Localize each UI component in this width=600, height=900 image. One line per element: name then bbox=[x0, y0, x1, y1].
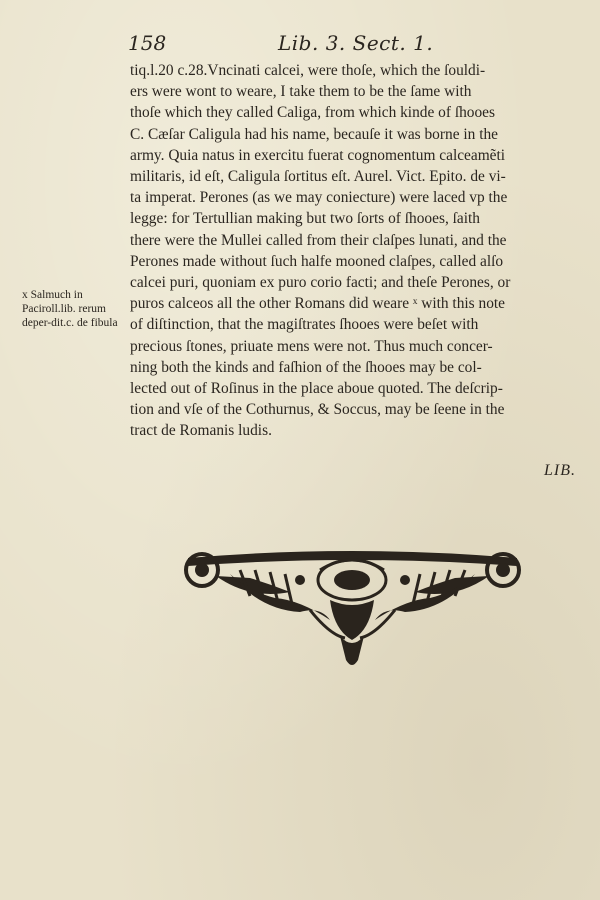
text-line: army. Quia natus in exercitu fuerat cognomentum calceamẽti bbox=[130, 146, 506, 164]
text-line: ers were wont to weare, I take them to be the ſame with bbox=[130, 83, 472, 101]
decorative-tailpiece-ornament bbox=[180, 540, 525, 675]
running-title: Lib. 3. Sect. 1. bbox=[278, 31, 434, 55]
text-line: militaris, id eſt, Caligula ſortitus eſt. Aurel. Vict. Epito. de vi- bbox=[130, 168, 506, 186]
text-line: calcei puri, quoniam ex puro corio facti; and theſe Perones, or bbox=[130, 274, 511, 292]
text-line: ning both the kinds and faſhion of the ſhooes may be col- bbox=[130, 358, 482, 376]
text-line: Perones made without ſuch halfe mooned claſpes, called alſo bbox=[130, 252, 504, 270]
text-line: ta imperat. Perones (as we may coniecture) were laced vp the bbox=[130, 189, 508, 207]
text-line: of diſtinction, that the magiſtrates ſhooes were beſet with bbox=[130, 316, 479, 334]
body-text bbox=[130, 60, 578, 442]
text-line: precious ſtones, priuate mens were not. Thus much concer- bbox=[130, 337, 493, 355]
text-line: legge: for Tertullian making but two ſorts of ſhooes, ſaith bbox=[130, 210, 480, 228]
margin-note: x Salmuch in Paciroll.lib. rerum deper-dit.c. de fibula bbox=[22, 289, 118, 329]
text-line: tiq.l.20 c.28.Vncinati calcei, were thoſe, which the ſouldi- bbox=[130, 62, 486, 79]
text-line: tract de Romanis ludis. bbox=[130, 422, 272, 440]
page-header bbox=[128, 30, 570, 56]
text-line: tion and vſe of the Cothurnus, & Soccus, may be ſeene in the bbox=[130, 401, 505, 419]
text-line: lected out of Roſinus in the place aboue quoted. The deſcrip- bbox=[130, 380, 503, 398]
text-line: thoſe which they called Caliga, from which kinde of ſhooes bbox=[130, 104, 496, 122]
page-number: 158 bbox=[128, 31, 167, 55]
text-line: puros calceos all the other Romans did weare ˣ with this note bbox=[130, 295, 506, 313]
text-line: C. Cæſar Caligula had his name, becauſe it was borne in the bbox=[130, 125, 498, 143]
catchword: LIB. bbox=[544, 462, 576, 479]
text-line: there were the Mullei called from their claſpes lunati, and the bbox=[130, 231, 507, 249]
